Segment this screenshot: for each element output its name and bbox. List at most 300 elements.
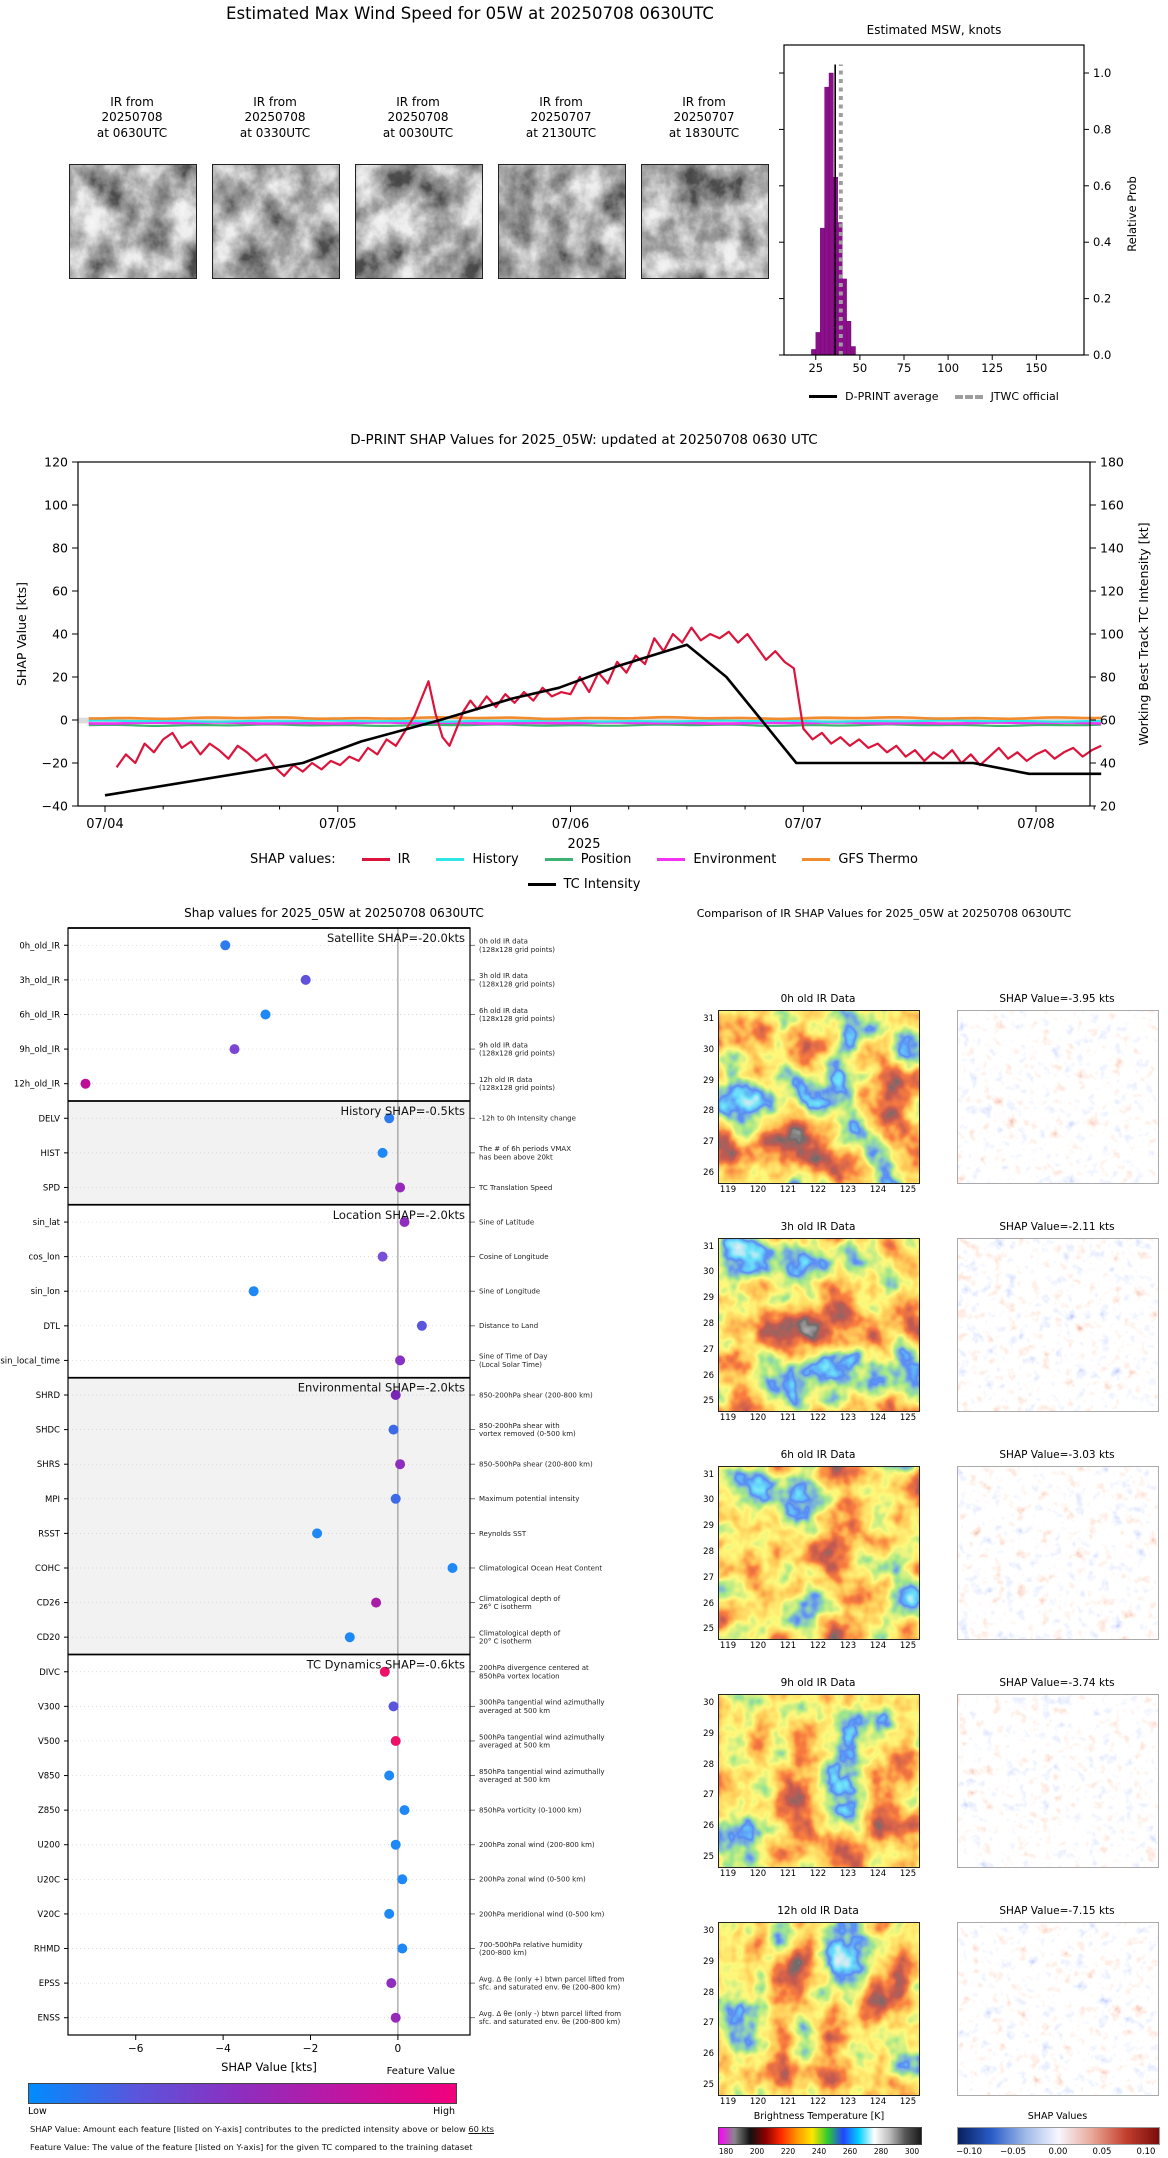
shap-dot-SPD xyxy=(395,1183,405,1193)
lon-tick-label: 122 xyxy=(809,1413,827,1423)
ir-thumbnail-0 xyxy=(69,164,197,279)
chart-text: 180 xyxy=(1100,454,1124,470)
chart-text: History SHAP=-0.5kts xyxy=(340,1103,465,1118)
chart-element: 20250707 xyxy=(673,110,735,125)
chart-text: Sine of Time of Day xyxy=(479,1352,548,1361)
timeseries-legend-item xyxy=(657,852,776,867)
chart-text: 100 xyxy=(937,361,960,375)
lat-tick-label: 25 xyxy=(703,1396,714,1406)
shap-map-2 xyxy=(957,1466,1159,1640)
lat-tick-label: 29 xyxy=(703,1957,714,1967)
comparison-title: Comparison of IR SHAP Values for 2025_05W at 20250708 0630UTC xyxy=(696,907,1072,920)
feature-value-low: Low xyxy=(28,2106,47,2117)
chart-text: cos_lon xyxy=(28,1252,60,1263)
lon-tick-label: 125 xyxy=(899,1185,917,1195)
bt-colorbar-title: Brightness Temperature [K] xyxy=(753,2111,885,2122)
legend-swatch xyxy=(955,395,983,399)
bt-colorbar-tick: 220 xyxy=(780,2147,796,2156)
chart-text: 07/07 xyxy=(784,817,822,832)
ir-thumb-label-0 xyxy=(61,95,203,141)
shap-map-1 xyxy=(957,1238,1159,1412)
chart-element: at 2130UTC xyxy=(525,125,597,140)
chart-text: 850-200hPa shear (200-800 km) xyxy=(479,1391,593,1400)
feature-value-label: Feature Value xyxy=(386,2066,455,2077)
chart-text: Avg. Δ θe (only -) btwn parcel lifted from xyxy=(479,2010,622,2019)
chart-text: SHAP Value [kts] xyxy=(221,2060,317,2074)
legend-swatch xyxy=(657,858,685,861)
chart-element xyxy=(68,1378,470,1655)
lat-tick-label: 29 xyxy=(703,1076,714,1086)
chart-element xyxy=(719,1011,919,1183)
lat-tick-label: 25 xyxy=(703,2080,714,2090)
chart-text: 0h old IR data xyxy=(479,937,528,946)
histogram-bar xyxy=(811,349,815,355)
shap-map-0 xyxy=(957,1010,1159,1184)
ir-thumb-label-1 xyxy=(204,95,346,141)
chart-element xyxy=(958,1695,1158,1867)
chart-text: Reynolds SST xyxy=(479,1529,527,1538)
shap-dot-9h_old_IR xyxy=(230,1044,240,1054)
shap-colorbar-tick: −0.10 xyxy=(955,2147,983,2157)
chart-element xyxy=(213,165,339,278)
ir-map-0 xyxy=(718,1010,920,1184)
histogram-plot xyxy=(779,45,1139,375)
shap-dot-sin_lon xyxy=(249,1286,259,1296)
shap-map-title-0: SHAP Value=-3.95 kts xyxy=(999,993,1115,1005)
beeswarm-plot xyxy=(0,928,624,2074)
chart-element xyxy=(958,1695,1158,1867)
chart-text: V20C xyxy=(37,1909,60,1920)
shap-map-title-2: SHAP Value=-3.03 kts xyxy=(999,1449,1115,1461)
lon-tick-label: 124 xyxy=(869,1641,887,1651)
chart-element: 20250708 xyxy=(101,110,163,125)
chart-text: Sine of Latitude xyxy=(479,1218,535,1227)
chart-element: IR from xyxy=(539,95,583,109)
lat-tick-label: 31 xyxy=(703,1242,714,1252)
feature-value-colorbar xyxy=(28,2083,457,2104)
chart-text: SHAP Value [kts] xyxy=(14,581,29,687)
shap-dot-CD20 xyxy=(345,1632,355,1642)
lat-tick-label: 28 xyxy=(703,1319,714,1329)
ir-thumb-label-3 xyxy=(490,95,632,141)
chart-element xyxy=(958,1923,1158,2095)
chart-text: vortex removed (0-500 km) xyxy=(479,1430,576,1439)
chart-text: 40 xyxy=(1100,755,1116,771)
lon-tick-label: 119 xyxy=(719,1185,737,1195)
chart-text: RSST xyxy=(38,1529,60,1540)
chart-text: 200hPa zonal wind (0-500 km) xyxy=(479,1875,586,1884)
lon-tick-label: 124 xyxy=(869,2097,887,2107)
chart-element: IR from xyxy=(110,95,154,109)
chart-text: 9h_old_IR xyxy=(19,1045,60,1056)
chart-element xyxy=(719,1239,919,1411)
ir-map-2 xyxy=(718,1466,920,1640)
chart-element xyxy=(719,1923,919,2095)
chart-text: 60 xyxy=(52,583,68,599)
chart-text: 12h_old_IR xyxy=(13,1079,60,1090)
chart-element xyxy=(499,165,625,278)
shap-map-4 xyxy=(957,1922,1159,2096)
legend-swatch xyxy=(545,858,573,861)
chart-text: Environmental SHAP=-2.0kts xyxy=(297,1380,465,1395)
chart-text: CD20 xyxy=(36,1633,60,1644)
chart-text: COHC xyxy=(35,1563,60,1574)
shap-dot-V850 xyxy=(384,1771,394,1781)
chart-text: ENSS xyxy=(37,2013,60,2024)
shap-dot-U200 xyxy=(391,1840,401,1850)
shap-dot-U20C xyxy=(397,1874,407,1884)
chart-text: V300 xyxy=(37,1702,60,1713)
chart-text: has been above 20kt xyxy=(479,1153,553,1162)
chart-text: 0 xyxy=(60,712,68,728)
bt-colorbar-tick: 280 xyxy=(873,2147,889,2156)
lat-tick-label: 27 xyxy=(703,1345,714,1355)
chart-element: at 0330UTC xyxy=(239,125,311,140)
chart-text: 160 xyxy=(1100,497,1124,513)
shap-dot-V20C xyxy=(384,1909,394,1919)
chart-element xyxy=(719,1467,919,1639)
timeseries-legend-item xyxy=(545,852,632,867)
lon-tick-label: 123 xyxy=(839,1185,857,1195)
series-gfs-thermo xyxy=(89,717,1101,719)
chart-text: 20 xyxy=(1100,798,1116,814)
feature-value-footnote: Feature Value: The value of the feature [listed on Y-axis] for the given TC compared to the training dataset xyxy=(30,2142,473,2152)
shap-colorbar-title: SHAP Values xyxy=(1027,2111,1088,2122)
label-text: GFS Thermo xyxy=(838,852,918,867)
chart-text: 6h old IR data xyxy=(479,1006,528,1015)
msw-histogram-chart xyxy=(700,20,1168,405)
shap-dot-12h_old_IR xyxy=(81,1079,91,1089)
lat-tick-label: 30 xyxy=(703,1698,714,1708)
chart-text: 07/08 xyxy=(1017,817,1055,832)
chart-text: 6h_old_IR xyxy=(19,1010,60,1021)
chart-text: 3h old IR data xyxy=(479,972,528,981)
ir-map-4 xyxy=(718,1922,920,2096)
chart-text: U20C xyxy=(37,1875,60,1886)
lon-tick-label: 124 xyxy=(869,1413,887,1423)
lat-tick-label: 26 xyxy=(703,1599,714,1609)
chart-text: 500hPa tangential wind azimuthally xyxy=(479,1733,605,1742)
chart-element xyxy=(70,165,196,278)
chart-text: −6 xyxy=(127,2043,144,2055)
chart-text: Z850 xyxy=(37,1806,60,1817)
lat-tick-label: 26 xyxy=(703,1168,714,1178)
chart-element xyxy=(958,1923,1158,2095)
comparison-grid xyxy=(600,905,1168,2158)
chart-element: at 1830UTC xyxy=(668,125,740,140)
lon-tick-label: 120 xyxy=(749,1185,767,1195)
label-text: JTWC official xyxy=(990,390,1059,403)
shap-map-title-4: SHAP Value=-7.15 kts xyxy=(999,1905,1115,1917)
shap-dot-6h_old_IR xyxy=(261,1010,271,1020)
chart-text: 100 xyxy=(1100,626,1124,642)
chart-text: (Local Solar Time) xyxy=(479,1360,543,1369)
chart-element xyxy=(958,1239,1158,1411)
shap-dot-SHDC xyxy=(389,1425,399,1435)
chart-text: U200 xyxy=(37,1840,60,1851)
chart-element: IR from xyxy=(253,95,297,109)
shap-colorbar xyxy=(957,2127,1160,2145)
chart-text: EPSS xyxy=(38,1979,60,1990)
chart-text: averaged at 500 km xyxy=(479,1741,551,1750)
chart-element xyxy=(719,1923,919,2095)
lon-tick-label: 121 xyxy=(779,1185,797,1195)
histogram-legend xyxy=(700,390,1168,403)
lon-tick-label: 122 xyxy=(809,1869,827,1879)
chart-element: IR from xyxy=(396,95,440,109)
bt-colorbar-tick: 200 xyxy=(749,2147,765,2156)
chart-text: Climatological Ocean Heat Content xyxy=(479,1564,603,1573)
lon-tick-label: 122 xyxy=(809,1185,827,1195)
histogram-legend-item xyxy=(809,390,938,403)
chart-text: 40 xyxy=(52,626,68,642)
series-history xyxy=(89,720,1101,721)
label-text: SHAP Value: Amount each feature [listed on Y-axis] contributes to the predicted intensity above or below xyxy=(30,2124,469,2134)
chart-text: Climatological depth of xyxy=(479,1629,561,1638)
chart-element xyxy=(356,165,482,278)
chart-text: 80 xyxy=(52,540,68,556)
chart-element: 20250707 xyxy=(530,110,592,125)
chart-element xyxy=(958,1011,1158,1183)
chart-text: 200hPa meridional wind (0-500 km) xyxy=(479,1910,605,1919)
chart-text: 120 xyxy=(1100,583,1124,599)
label-text: TC Intensity xyxy=(563,877,641,892)
shap-dot-RSST xyxy=(312,1528,322,1538)
chart-text: HIST xyxy=(40,1148,60,1159)
chart-text: 9h old IR data xyxy=(479,1041,528,1050)
ir-map-3 xyxy=(718,1694,920,1868)
shap-dot-CD26 xyxy=(371,1598,381,1608)
shap-dot-SHRS xyxy=(395,1459,405,1469)
legend-swatch xyxy=(528,883,556,886)
chart-text: 850-500hPa shear (200-800 km) xyxy=(479,1460,593,1469)
shap-dot-HIST xyxy=(378,1148,388,1158)
ir-map-title-0: 0h old IR Data xyxy=(780,993,856,1005)
chart-element xyxy=(719,1239,919,1411)
lat-tick-label: 29 xyxy=(703,1293,714,1303)
shap-colorbar-tick: 0.00 xyxy=(1048,2147,1068,2157)
chart-text: 07/06 xyxy=(551,817,590,832)
chart-text: SHDC xyxy=(35,1425,60,1436)
chart-text: (128x128 grid points) xyxy=(479,1014,555,1023)
chart-text: averaged at 500 km xyxy=(479,1706,551,1715)
shap-dot-RHMD xyxy=(397,1944,407,1954)
timeseries-plot xyxy=(14,455,1151,853)
shap-dot-ENSS xyxy=(391,2013,401,2023)
label-text: 60 kts xyxy=(468,2124,494,2134)
chart-text: sfc. and saturated env. θe (200-800 km) xyxy=(479,2018,621,2027)
ir-thumbnail-1 xyxy=(212,164,340,279)
chart-element xyxy=(958,1467,1158,1639)
histogram-bar xyxy=(847,321,851,355)
histogram-title: Estimated MSW, knots xyxy=(866,23,1002,37)
shap-dot-V500 xyxy=(391,1736,401,1746)
series-environment xyxy=(89,722,1101,723)
chart-text: 150 xyxy=(1025,361,1048,375)
label-text: D-PRINT average xyxy=(845,390,939,403)
lat-tick-label: 29 xyxy=(703,1521,714,1531)
chart-text: 60 xyxy=(1100,712,1116,728)
timeseries-legend-row1 xyxy=(0,852,1168,867)
histogram-bar xyxy=(851,347,855,356)
ir-map-1 xyxy=(718,1238,920,1412)
label-text: IR xyxy=(397,852,411,867)
lon-tick-label: 119 xyxy=(719,1641,737,1651)
chart-text: −4 xyxy=(215,2043,231,2055)
chart-text: V500 xyxy=(37,1736,60,1747)
shap-colorbar-tick: −0.05 xyxy=(999,2147,1027,2157)
chart-text: Relative Prob xyxy=(1125,176,1139,252)
chart-text: (200-800 km) xyxy=(479,1949,527,1958)
chart-text: sin_lat xyxy=(32,1218,60,1229)
lon-tick-label: 120 xyxy=(749,2097,767,2107)
shap-dot-COHC xyxy=(448,1563,458,1573)
bt-colorbar xyxy=(718,2127,922,2145)
lat-tick-label: 27 xyxy=(703,1790,714,1800)
chart-text: Cosine of Longitude xyxy=(479,1253,549,1262)
timeseries-legend-item xyxy=(528,877,641,892)
beeswarm-title: Shap values for 2025_05W at 20250708 0630UTC xyxy=(184,906,484,920)
lon-tick-label: 125 xyxy=(899,1413,917,1423)
legend-swatch xyxy=(809,395,837,398)
chart-text: 140 xyxy=(1100,540,1124,556)
ir-map-title-1: 3h old IR Data xyxy=(780,1221,856,1233)
chart-text: CD26 xyxy=(36,1598,60,1609)
lon-tick-label: 123 xyxy=(839,2097,857,2107)
shap-timeseries-chart xyxy=(0,412,1168,852)
chart-element: IR from xyxy=(682,95,726,109)
chart-element xyxy=(70,165,196,278)
lon-tick-label: 119 xyxy=(719,2097,737,2107)
histogram-bar xyxy=(829,73,833,355)
lon-tick-label: 125 xyxy=(899,1641,917,1651)
lat-tick-label: 27 xyxy=(703,1573,714,1583)
lat-tick-label: 30 xyxy=(703,1926,714,1936)
lat-tick-label: 28 xyxy=(703,1547,714,1557)
lat-tick-label: 27 xyxy=(703,1137,714,1147)
timeseries-legend-row2 xyxy=(0,877,1168,892)
lat-tick-label: 30 xyxy=(703,1495,714,1505)
shap-dot-3h_old_IR xyxy=(301,975,311,985)
chart-text: -12h to 0h Intensity change xyxy=(479,1114,576,1123)
chart-element xyxy=(958,1239,1158,1411)
lat-tick-label: 26 xyxy=(703,1371,714,1381)
histogram-bar xyxy=(816,332,820,355)
ir-map-title-3: 9h old IR Data xyxy=(780,1677,856,1689)
chart-text: −40 xyxy=(41,798,68,814)
chart-text: DELV xyxy=(38,1114,60,1125)
lon-tick-label: 121 xyxy=(779,1413,797,1423)
chart-text: sin_lon xyxy=(30,1287,60,1298)
chart-text: RHMD xyxy=(33,1944,60,1955)
chart-text: 12h old IR data xyxy=(479,1075,533,1084)
lon-tick-label: 119 xyxy=(719,1869,737,1879)
histogram-bar xyxy=(825,87,829,355)
shap-value-footnote xyxy=(30,2124,494,2134)
chart-text: Distance to Land xyxy=(479,1322,539,1331)
chart-text: The # of 6h periods VMAX xyxy=(479,1145,572,1154)
lat-tick-label: 30 xyxy=(703,1045,714,1055)
chart-element xyxy=(719,1695,919,1867)
chart-text: 75 xyxy=(896,361,912,375)
lat-tick-label: 30 xyxy=(703,1267,714,1277)
shap-dot-cos_lon xyxy=(378,1252,388,1262)
lat-tick-label: 27 xyxy=(703,2018,714,2028)
chart-text: −20 xyxy=(41,755,68,771)
chart-text: 200hPa zonal wind (200-800 km) xyxy=(479,1841,595,1850)
chart-text: 25 xyxy=(808,361,824,375)
lon-tick-label: 123 xyxy=(839,1869,857,1879)
chart-text: SHRD xyxy=(35,1391,60,1402)
chart-text: 100 xyxy=(44,497,68,513)
chart-text: 300hPa tangential wind azimuthally xyxy=(479,1698,605,1707)
lon-tick-label: 125 xyxy=(899,1869,917,1879)
chart-text: 0.2 xyxy=(1093,291,1112,306)
chart-text: Maximum potential intensity xyxy=(479,1495,580,1504)
chart-text: 2025 xyxy=(567,837,601,852)
chart-text: 3h_old_IR xyxy=(19,975,60,986)
timeseries-legend-item xyxy=(802,852,918,867)
ir-thumbnail-2 xyxy=(355,164,483,279)
chart-text: 120 xyxy=(44,454,68,470)
ir-thumbnail-3 xyxy=(498,164,626,279)
lon-tick-label: 123 xyxy=(839,1413,857,1423)
lon-tick-label: 121 xyxy=(779,2097,797,2107)
page-title: Estimated Max Wind Speed for 05W at 20250708 0630UTC xyxy=(226,4,714,23)
legend-swatch xyxy=(362,858,390,861)
lat-tick-label: 25 xyxy=(703,1852,714,1862)
shap-dot-sin_local_time xyxy=(395,1355,405,1365)
chart-text: 07/05 xyxy=(319,817,357,832)
ir-map-title-4: 12h old IR Data xyxy=(777,1905,859,1917)
chart-element xyxy=(356,165,482,278)
chart-text: (128x128 grid points) xyxy=(479,945,555,954)
shap-colorbar-tick: 0.10 xyxy=(1136,2147,1156,2157)
chart-text: TC Translation Speed xyxy=(479,1183,553,1192)
chart-text: sfc. and saturated env. θe (200-800 km) xyxy=(479,1983,621,1992)
lat-tick-label: 26 xyxy=(703,1821,714,1831)
chart-text: TC Dynamics SHAP=-0.6kts xyxy=(306,1657,465,1672)
chart-element xyxy=(958,1467,1158,1639)
chart-text: sin_local_time xyxy=(0,1356,60,1367)
lat-tick-label: 28 xyxy=(703,1988,714,1998)
chart-text: V850 xyxy=(37,1771,60,1782)
shap-dot-Z850 xyxy=(400,1805,410,1815)
chart-text: 125 xyxy=(981,361,1004,375)
histogram-bar xyxy=(820,228,824,355)
histogram-legend-item xyxy=(955,390,1059,403)
lon-tick-label: 119 xyxy=(719,1413,737,1423)
chart-text: 700-500hPa relative humidity xyxy=(479,1940,583,1949)
bt-colorbar-tick: 180 xyxy=(718,2147,734,2156)
lon-tick-label: 124 xyxy=(869,1869,887,1879)
shap-dot-EPSS xyxy=(386,1978,396,1988)
chart-element xyxy=(499,165,625,278)
lat-tick-label: 25 xyxy=(703,1624,714,1634)
chart-text: (128x128 grid points) xyxy=(479,1084,555,1093)
chart-text: 0.6 xyxy=(1093,178,1112,193)
lon-tick-label: 120 xyxy=(749,1641,767,1651)
chart-element xyxy=(958,1011,1158,1183)
feature-value-high: High xyxy=(433,2106,455,2117)
chart-element xyxy=(213,165,339,278)
lon-tick-label: 120 xyxy=(749,1413,767,1423)
lat-tick-label: 31 xyxy=(703,1014,714,1024)
chart-text: Satellite SHAP=-20.0kts xyxy=(326,931,465,945)
lon-tick-label: 123 xyxy=(839,1641,857,1651)
lon-tick-label: 121 xyxy=(779,1641,797,1651)
label-text: Position xyxy=(580,852,632,867)
